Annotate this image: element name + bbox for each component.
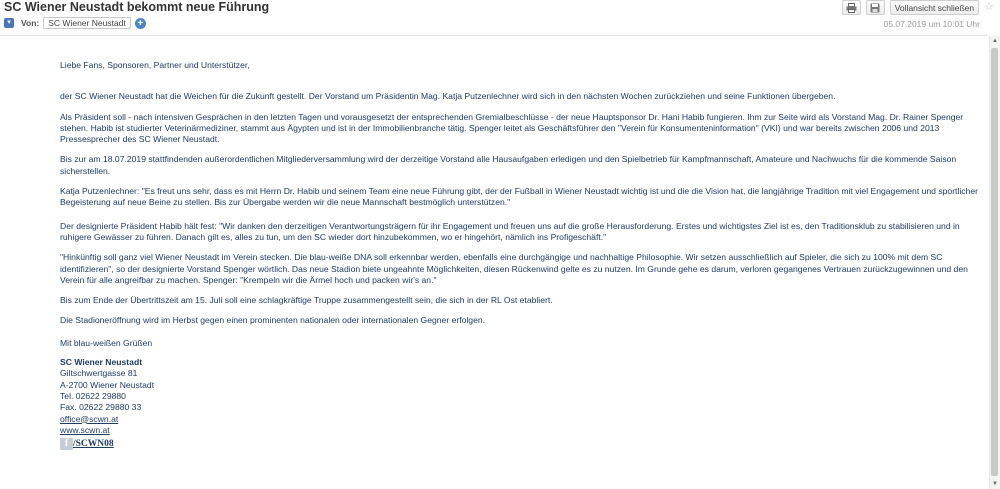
- mail-date: 05.07.2019 um 10:01 Uhr: [883, 19, 980, 29]
- paragraph: der SC Wiener Neustadt hat die Weichen für die Zukunft gestellt. Der Vorstand um Präsidentin Mag. Katja Putzenlechner wird sich in den nächsten Wochen zurückziehen und seine Funktionen übergeben.: [60, 91, 836, 102]
- scroll-thumb[interactable]: [991, 48, 998, 476]
- scroll-up-icon[interactable]: ▲: [992, 38, 998, 44]
- scroll-down-icon[interactable]: ▼: [992, 481, 998, 487]
- paragraph: Die Stadioneröffnung wird im Herbst gegen einen prominenten nationalen oder internationalen Gegner erfolgen.: [60, 315, 486, 326]
- social-row: [60, 438, 980, 450]
- closing: Mit blau-weißen Grüßen: [60, 337, 153, 348]
- signature-street: Giltschwertgasse 81: [60, 368, 138, 379]
- from-row: [4, 15, 146, 31]
- website-link[interactable]: www.scwn.at: [60, 424, 110, 435]
- collapse-icon[interactable]: ▾: [4, 18, 14, 28]
- sender-chip[interactable]: SC Wiener Neustadt: [43, 17, 130, 29]
- header-divider: [0, 35, 988, 36]
- add-contact-icon[interactable]: +: [135, 18, 146, 29]
- close-full-view-button[interactable]: Vollansicht schließen: [890, 0, 979, 15]
- print-button[interactable]: [842, 0, 861, 15]
- paragraph: Als Präsident soll - nach intensiven Gesprächen in den letzten Tagen und vorausgesetzt der entsprechenden Gremialbeschlüsse - der neue Hauptsponsor Dr. Hani Habib fungieren. Ihm zur Seite wird als Vorstand Mag. Dr. Rainer Spenger stehen. Habib ist studierter Veterinärmediziner, stammt aus Ägypten und ist in der Immobilienbranche tätig. Spenger leitet als Geschäftsführer den "Verein für Konsumenteninformation" (VKI) und war bereits zwischen 2006 und 2013 Pressesprecher des SC Wiener Neustadt.: [60, 111, 964, 145]
- print-icon: [846, 3, 857, 13]
- greeting: Liebe Fans, Sponsoren, Partner und Unterstützer,: [60, 60, 250, 70]
- paragraph: Bis zum Ende der Übertrittszeit am 15. Juli soll eine schlagkräftige Truppe zusammengestellt sein, die sich in der RL Ost etabliert.: [60, 295, 553, 306]
- signature-name: SC Wiener Neustadt: [60, 357, 143, 368]
- email-link[interactable]: office@scwn.at: [60, 413, 119, 424]
- save-icon: [870, 3, 880, 13]
- signature-phone: Tel. 02622 29880: [60, 390, 126, 401]
- paragraph: Katja Putzenlechner: "Es freut uns sehr, dass es mit Herrn Dr. Habib und seinem Team eine neue Führung gibt, der der Fußball in Wiener Neustadt wichtig ist und die die Vision hat, die langjährige Tradition mit viel Engagement und sportlicher Begeisterung auf neue Beine zu stellen. Bis zur Übergabe werden wir die neue Mannschaft bestmöglich unterstützen.": [60, 186, 978, 208]
- paragraph: "Hinkünftig soll ganz viel Wiener Neustadt im Verein stecken. Die blau-weiße DNA soll erkennbar werden, ebenfalls eine durchgängige und nachhaltige Philosophie. Wir setzen ausschließlich auf Spieler, die sich zu 100% mit dem SC identifizieren", so der designierte Vorstand Spenger wörtlich. Das neue Stadion biete ungeahnte Möglichkeiten, diesen Rückenwind gelte es zu nutzen. Im Grunde gehe es darum, verloren gegangenes Vertrauen zurückzugewinnen und den Verein für alle angreifbar zu machen. Spenger: "Krempeln wir die Ärmel hoch und packen wir's an.": [60, 252, 968, 285]
- signature-fax: Fax. 02622 29880 33: [60, 402, 142, 413]
- mail-toolbar: [842, 0, 994, 15]
- mail-header: [0, 0, 1000, 36]
- save-button[interactable]: [866, 0, 885, 15]
- star-icon[interactable]: ☆: [984, 1, 994, 13]
- facebook-link[interactable]: /SCWN08: [73, 438, 114, 449]
- mail-subject: SC Wiener Neustadt bekommt neue Führung: [4, 0, 270, 14]
- paragraph: Der designierte Präsident Habib hält fest: "Wir danken den derzeitigen Verantwortungsträgern für ihr Engagement und freuen uns auf die große Herausforderung. Erstes und wichtigstes Ziel ist es, den Traditionsklub zu stabilisieren und in ruhigere Gewässer zu führen. Danach gilt es, alles zu tun, um den SC wieder dort hinzubekommen, wo er hingehört, nämlich ins Profigeschäft.": [60, 220, 960, 242]
- facebook-icon[interactable]: f: [60, 438, 73, 450]
- signature-city: A-2700 Wiener Neustadt: [60, 379, 155, 390]
- mail-body: [60, 60, 980, 450]
- from-label: Von:: [21, 18, 40, 28]
- paragraph: Bis zur am 18.07.2019 stattfindenden außerordentlichen Mitgliederversammlung wird der derzeitige Vorstand alle Hausaufgaben erledigen und den Spielbetrieb für Kampfmannschaft, Amateure und Nachwuchs für die kommende Saison sicherstellen.: [60, 154, 957, 176]
- signature: [60, 357, 980, 450]
